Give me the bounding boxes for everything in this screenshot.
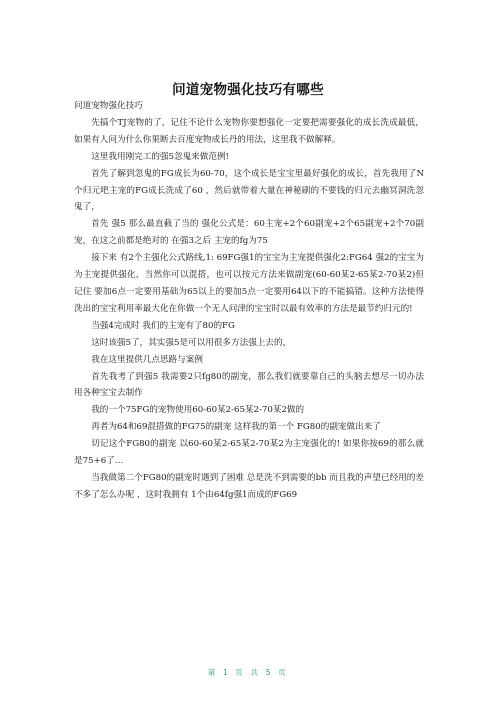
document-title: 问道宠物强化技巧有哪些 [172,82,324,98]
paragraph: 这时该强5了，其实强5是可以用很多方法强上去的， [91,337,292,348]
paragraph: 首先我考了到强5 我需要2只fg80的副宠，那么我们就要靠自己的头脑去想尽一切办法用各种宝宝去制作 [74,371,424,399]
paragraph: 首先 强5 那么最直截了当的 强化公式是：60主宠+2个60副宠+2个65副宠+2个70副宠，在这之前都是绝对的 在强3之后 主宠的fg为75 [74,219,424,247]
document-body [74,98,424,504]
document-subtitle: 问道宠物强化技巧 [74,101,143,111]
page-number-footer: 第 1 页 共 5 页 [207,668,289,677]
paragraph: 当强4完成时 我们的主宠有了80的FG [91,320,235,331]
paragraph: 这里我用刚完工的强5忽鬼来做范例! [91,151,230,162]
paragraph: 先搞个TJ宠物的了，记住不论什么宠物你要想强化一定要把需要强化的成长洗成最低，如果有人问为什么你果断去百度宠物成长丹的用法，这里我不做解释。 [74,117,424,145]
paragraph: 首先了解到忽鬼的FG成长为60-70，这个成长是宝宝里最好强化的成长，首先我用了N个归元吧主宠的FG成长洗成了60 ，然后就带着大量在神秘刷的不要钱的归元去幽冥洞洗忽鬼了， [74,168,424,213]
paragraph: 当我做第二个FG80的副宠时遇到了困难 总是洗不到需要的bb 而且我的声望已经用的差不多了怎么办呢 ，这时我拥有 1个由64fg强1而成的FG69 [74,472,424,500]
paragraph: 接下来 有2个主强化公式路线,1: 69FG强1的宝宝为主宠提供强化2:FG64 强2的宝宝为为主宠提供强化，当然你可以混搭，也可以按元方法来做副宠(60-60某2-65某2-70某2)但记住 要加6点一定要用基础为65以上的要加5点一定要用64以下的不能搞错。这种方法使得洗出的宝宝利用率最大化在你做一个无人问津的宝宝时以最有效率的方法是最节约归元的! [74,253,424,314]
paragraph: 切记这个FG80的副宠 以60-60某2-65某2-70某2为主宠强化的! 如果你按69的那么就是75+6了… [74,439,424,467]
paragraph: 我在这里提供几点思路与案例 [91,354,203,365]
paragraph: 我的一个75FG的宠物使用60-60某2-65某2-70某2做的 [91,405,305,416]
paragraph: 再者为64和69混搭做的FG75的副宠 这样我的第一个 FG80的副宠做出来了 [91,422,381,433]
